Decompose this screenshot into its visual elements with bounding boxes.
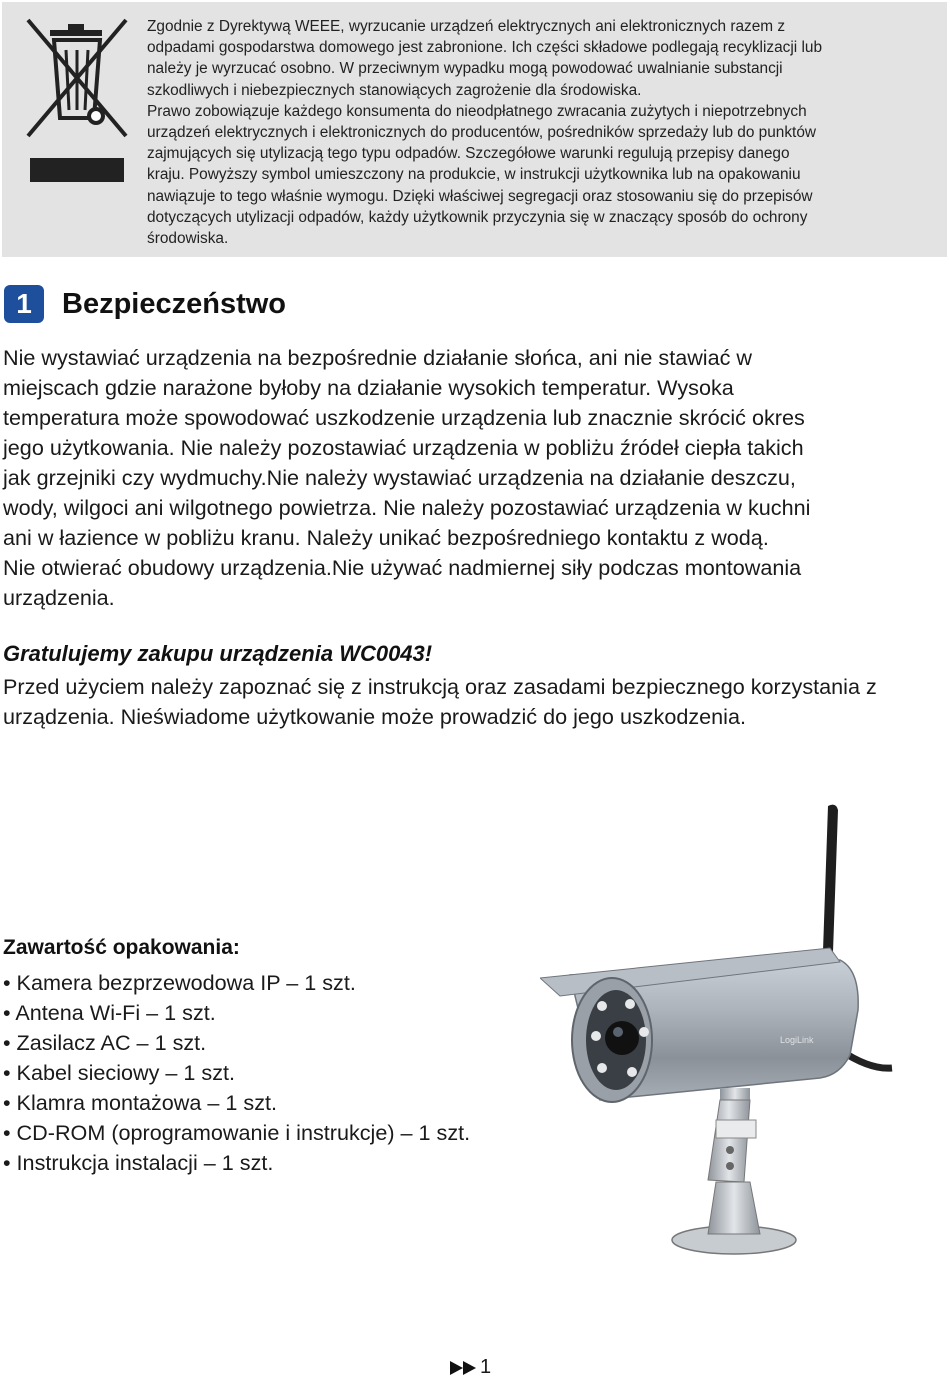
congrats-heading: Gratulujemy zakupu urządzenia WC0043! <box>3 641 433 666</box>
safety-line: jego użytkowania. Nie należy pozostawiać urządzenia w pobliżu źródeł ciepła takich <box>3 435 804 460</box>
weee-line: kraju. Powyższy symbol umieszczony na produkcie, w instrukcji użytkownika lub na opakowaniu <box>147 166 801 184</box>
list-item: • Kabel sieciowy – 1 szt. <box>3 1060 235 1085</box>
list-item: • Instrukcja instalacji – 1 szt. <box>3 1150 274 1175</box>
list-item: • Kamera bezprzewodowa IP – 1 szt. <box>3 970 356 995</box>
congrats-body: Przed użyciem należy zapoznać się z instrukcją oraz zasadami bezpiecznego korzystania z urządzenia. Nieświadome użytkowanie może prowadzić do jego uszkodzenia. <box>3 674 877 729</box>
list-item: • Antena Wi-Fi – 1 szt. <box>3 1000 216 1025</box>
contents-heading: Zawartość opakowania: <box>3 936 240 959</box>
weee-text <box>147 16 937 249</box>
safety-line: miejscach gdzie narażone byłoby na działanie wysokich temperatur. Wysoka <box>3 375 734 400</box>
contents-list <box>3 968 470 1178</box>
weee-line: szkodliwych i niebezpiecznych stanowiących zagrożenie dla środowiska. <box>147 81 642 99</box>
weee-line: Zgodnie z Dyrektywą WEEE, wyrzucanie urządzeń elektrycznych ani elektronicznych razem z <box>147 18 786 35</box>
section-number-badge: 1 <box>4 285 44 323</box>
safety-line: ani w łazience w pobliżu kranu. Należy unikać bezpośredniego kontaktu z wodą. <box>3 525 769 550</box>
page-number: 1 <box>480 1356 492 1378</box>
weee-line: nawiązuje to tego właśnie wymogu. Dzięki właściwej segregacji oraz stosowaniu się do przepisów <box>147 187 813 205</box>
camera-brand: LogiLink <box>780 1035 814 1045</box>
page-footer <box>450 1356 491 1379</box>
weee-line: należy je wyrzucać osobno. W przeciwnym wypadku mogą powodować uwalnianie substancji <box>147 60 783 78</box>
ip-camera-photo <box>540 800 900 1270</box>
safety-paragraph <box>3 343 943 613</box>
list-item: • CD-ROM (oprogramowanie i instrukcje) – 1 szt. <box>3 1120 471 1145</box>
list-item: • Zasilacz AC – 1 szt. <box>3 1030 207 1055</box>
weee-line: środowiska. <box>147 230 229 248</box>
weee-line: odpadami gospodarstwa domowego jest zabronione. Ich części składowe podlegają recyklizacji lub <box>147 39 823 57</box>
safety-line: Nie wystawiać urządzenia na bezpośrednie działanie słońca, ani nie stawiać w <box>3 345 752 370</box>
crossed-out-wheelie-bin-icon <box>22 16 132 186</box>
list-item: • Klamra montażowa – 1 szt. <box>3 1090 277 1115</box>
weee-line: urządzeń elektrycznych i elektronicznych do producentów, pośredników sprzedaży lub do punktów <box>147 124 817 142</box>
double-arrow-icon <box>450 1360 478 1376</box>
weee-notice <box>2 2 947 257</box>
safety-line: jak grzejniki czy wydmuchy.Nie należy wystawiać urządzenia na działanie deszczu, <box>3 465 796 490</box>
weee-line: zajmujących się utylizacją tego typu odpadów. Szczegółowe warunki regulują przepisy danego <box>147 145 790 163</box>
weee-line: dotyczących utylizacji odpadów, każdy użytkownik przyczynia się w znaczący sposób do ochrony <box>147 208 808 226</box>
safety-line: Nie otwierać obudowy urządzenia.Nie używać nadmiernej siły podczas montowania <box>3 555 802 580</box>
safety-line: wody, wilgoci ani wilgotnego powietrza. Nie należy pozostawiać urządzenia w kuchni <box>3 495 811 520</box>
section-heading <box>4 284 286 324</box>
safety-line: urządzenia. <box>3 585 115 610</box>
safety-line: temperatura może spowodować uszkodzenie urządzenia lub znacznie skrócić okres <box>3 405 805 430</box>
section-title: Bezpieczeństwo <box>62 287 286 320</box>
weee-line: Prawo zobowiązuje każdego konsumenta do nieodpłatnego zwracania zużytych i niepotrzebnych <box>147 102 807 120</box>
